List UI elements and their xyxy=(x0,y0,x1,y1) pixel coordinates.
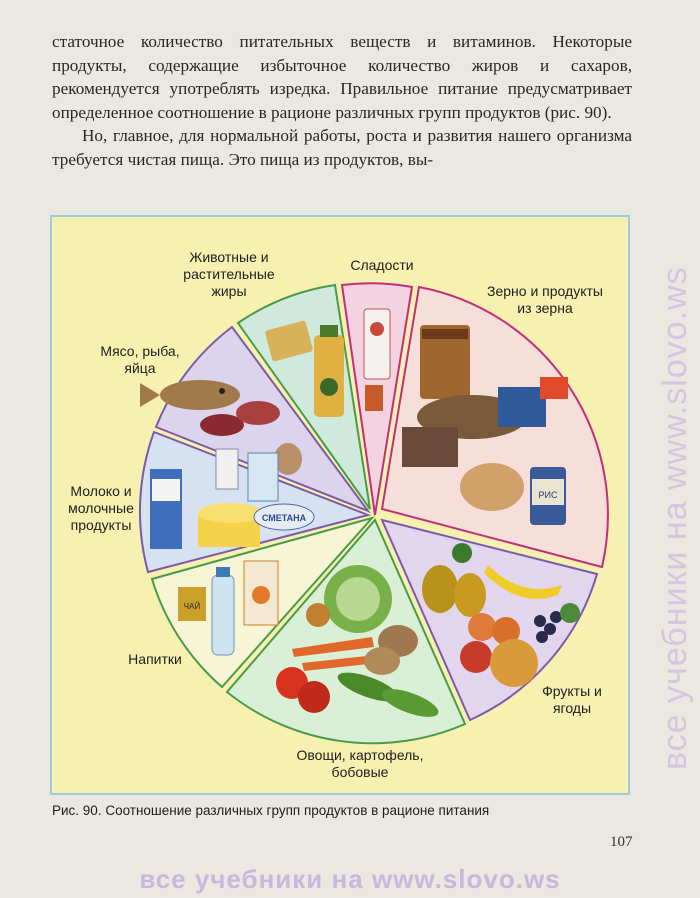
figure-caption: Рис. 90. Соотношение различных групп продуктов в рационе питания xyxy=(52,803,490,818)
label-dairy: Молоко и молочные продукты xyxy=(68,483,134,533)
rice-text: РИС xyxy=(538,490,558,500)
tea-text: ЧАЙ xyxy=(183,602,201,611)
sour-cream-text: СМЕТАНА xyxy=(261,513,307,523)
food-groups-figure xyxy=(50,215,630,795)
label-drinks: Напитки xyxy=(128,651,182,667)
side-watermark xyxy=(644,120,700,780)
label-vegetables: Овощи, картофель, бобовые xyxy=(296,747,424,780)
label-fats: Животные и растительные жиры xyxy=(183,249,275,299)
label-grains: Зерно и продукты из зерна xyxy=(487,283,603,316)
side-watermark-text: все учебники на www.slovo.ws xyxy=(656,266,694,770)
paragraph-2: Но, главное, для нормальной работы, роста и развития нашего организма требуется чистая пища. Это пища из продуктов, вы- xyxy=(52,126,632,169)
label-fruits: Фрукты и ягоды xyxy=(542,683,602,716)
label-sweets: Сладости xyxy=(350,257,414,273)
paragraph-1: статочное количество питательных веществ и витаминов. Некоторые продукты, содержащие избыточное количество жиров и сахаров, рекомендуется употреблять изредка. Правильное питание предусматривает определенное соотношение в рационе различных групп продуктов (рис. 90). xyxy=(52,32,632,122)
body-text xyxy=(52,30,632,172)
page-number: 107 xyxy=(610,834,633,850)
bottom-watermark: все учебники на www.slovo.ws xyxy=(139,864,561,894)
label-meat: Мясо, рыба, яйца xyxy=(100,343,180,376)
